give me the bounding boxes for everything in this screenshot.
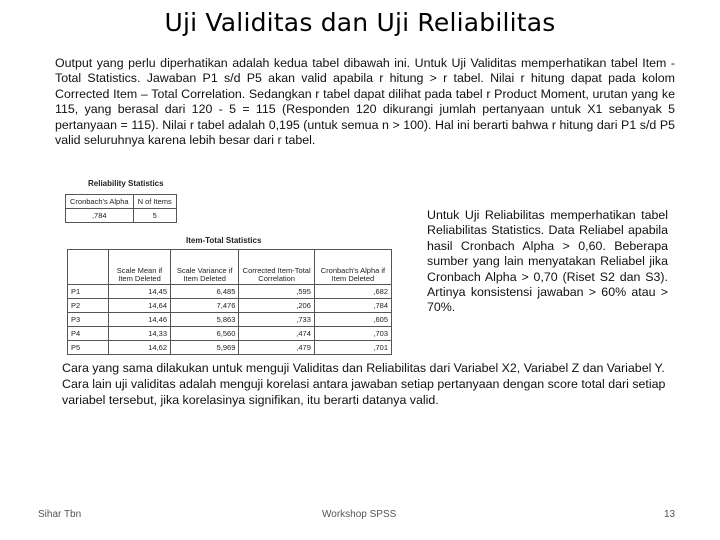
table-cell: 14,33 — [109, 327, 171, 341]
table-cell: 6,485 — [171, 285, 239, 299]
table-row — [68, 313, 392, 327]
table-cell: 14,46 — [109, 313, 171, 327]
row-label: P1 — [68, 285, 109, 299]
table-cell: ,733 — [239, 313, 314, 327]
table-header-cell — [68, 250, 109, 285]
table-cell: 14,45 — [109, 285, 171, 299]
table-cell: 7,476 — [171, 299, 239, 313]
reliability-table-title: Reliability Statistics — [88, 179, 164, 188]
table-cell: ,479 — [239, 341, 314, 355]
footer-event: Workshop SPSS — [322, 509, 397, 520]
footer-author: Sihar Tbn — [38, 509, 82, 520]
row-label: P2 — [68, 299, 109, 313]
table-cell: ,474 — [239, 327, 314, 341]
table-cell: 6,560 — [171, 327, 239, 341]
table-row — [68, 341, 392, 355]
table-cell: ,206 — [239, 299, 314, 313]
item-total-table — [67, 249, 392, 355]
table-header-cell: Cronbach's Alpha — [66, 195, 134, 209]
item-total-table-title: Item-Total Statistics — [186, 236, 262, 245]
row-label: P5 — [68, 341, 109, 355]
row-label: P4 — [68, 327, 109, 341]
slide-title: Uji Validitas dan Uji Reliabilitas — [164, 8, 556, 37]
table-cell: 14,64 — [109, 299, 171, 313]
table-header-cell: Scale Variance if Item Deleted — [171, 250, 239, 285]
table-cell: ,682 — [314, 285, 391, 299]
table-header-cell: Scale Mean if Item Deleted — [109, 250, 171, 285]
table-cell: ,703 — [314, 327, 391, 341]
table-header-cell: N of Items — [133, 195, 176, 209]
table-cell: ,701 — [314, 341, 391, 355]
table-row — [68, 285, 392, 299]
table-header-cell: Corrected Item-Total Correlation — [239, 250, 314, 285]
table-cell: ,605 — [314, 313, 391, 327]
validity-paragraph: Output yang perlu diperhatikan adalah kedua tabel dibawah ini. Untuk Uji Validitas memperhatikan tabel Item - Total Statistics. Jawaban P1 s/d P5 akan valid apabila r hitung > r tabel. Nilai r hitung dapat pada kolom Corrected Item – Total Correlation. Sedangkan r tabel dapat dilihat pada tabel r Product Moment, urutan yang ke 115, yang berasal dari 120 - 5 = 115 (Responden 120 dikurangi jumlah pertanyaan untuk X1 sebanyak 5 pertanyaan = 115). Nilai r tabel adalah 0,195 (untuk semua n > 100). Hal ini berarti bahwa r hitung dari P1 s/d P5 valid seluruhnya karena lebih besar dari r tabel. — [55, 56, 675, 148]
row-label: P3 — [68, 313, 109, 327]
table-header-cell: Cronbach's Alpha if Item Deleted — [314, 250, 391, 285]
table-header-row — [68, 250, 392, 285]
table-cell: ,784 — [314, 299, 391, 313]
reliability-table — [65, 194, 177, 223]
table-cell: 5 — [133, 209, 176, 223]
page-number: 13 — [664, 509, 676, 520]
table-row — [66, 195, 177, 209]
table-row — [68, 299, 392, 313]
reliability-paragraph: Untuk Uji Reliabilitas memperhatikan tabel Reliabilitas Statistics. Data Reliabel apabila hasil Cronbach Alpha > 0,60. Beberapa sumber yang lain menyatakan Reliabel jika Cronbach Alpha > 0,70 (Riset S2 dan S3). Artinya konsistensi jawaban > 60% atau > 70%. — [427, 208, 668, 315]
table-cell: 5,969 — [171, 341, 239, 355]
table-row — [66, 209, 177, 223]
table-cell: ,784 — [66, 209, 134, 223]
closing-paragraph: Cara yang sama dilakukan untuk menguji Validitas dan Reliabilitas dari Variabel X2, Variabel Z dan Variabel Y. Cara lain uji validitas adalah menguji korelasi antara jawaban setiap pertanyaan dengan score total dari setiap variabel tersebut, jika korelasinya signifikan, itu berarti datanya valid. — [62, 361, 666, 408]
table-cell: 14,62 — [109, 341, 171, 355]
table-cell: ,595 — [239, 285, 314, 299]
table-row — [68, 327, 392, 341]
table-cell: 5,863 — [171, 313, 239, 327]
